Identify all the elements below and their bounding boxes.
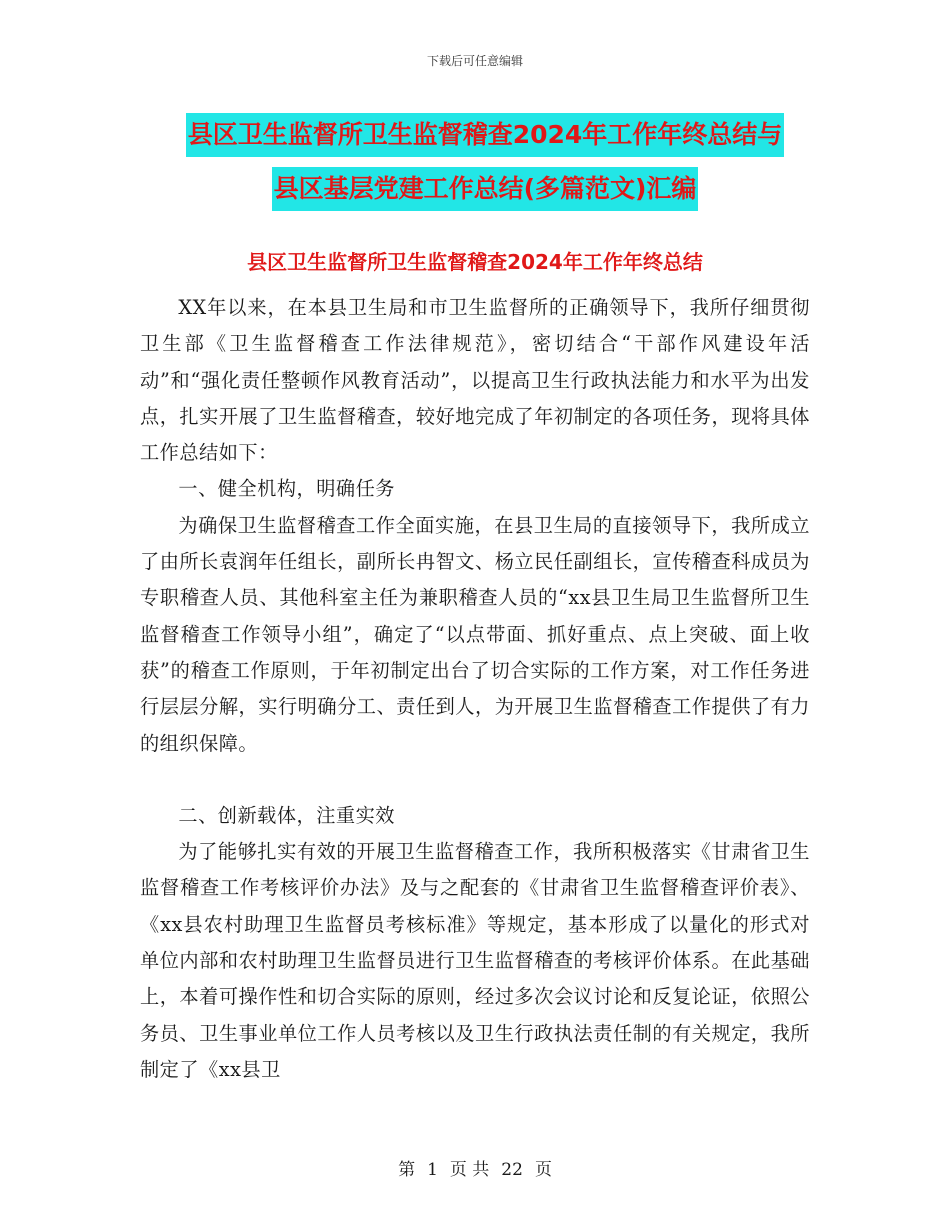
page-footer <box>0 1155 950 1180</box>
page-total: 22 <box>501 1160 523 1180</box>
heading-one: 一、健全机构，明确任务 <box>178 477 395 501</box>
page-number: 1 <box>427 1160 438 1180</box>
document-title-line-1: 县区卫生监督所卫生监督稽查2024年工作年终总结与 <box>186 113 785 157</box>
document-body <box>140 290 810 1088</box>
header-note: 下载后可任意编辑 <box>426 54 523 68</box>
footer-suffix: 页 <box>534 1160 552 1180</box>
document-title-line-2: 县区基层党建工作总结(多篇范文)汇编 <box>272 167 699 211</box>
footer-mid: 页 共 <box>449 1160 490 1180</box>
paragraph-intro: XX年以来，在本县卫生局和市卫生监督所的正确领导下，我所仔细贯彻卫生部《卫生监督稽查工作法律规范》，密切结合“干部作风建设年活动”和“强化责任整顿作风教育活动”，以提高卫生行政执法能力和水平为出发点，扎实开展了卫生监督稽查，较好地完成了年初制定的各项任务，现将具体工作总结如下： <box>140 296 810 465</box>
heading-two: 二、创新载体，注重实效 <box>178 803 395 827</box>
footer-prefix: 第 <box>398 1160 416 1180</box>
document-title <box>140 108 830 216</box>
paragraph-two: 为了能够扎实有效的开展卫生监督稽查工作，我所积极落实《甘肃省卫生监督稽查工作考核评价办法》及与之配套的《甘肃省卫生监督稽查评价表》、《xx县农村助理卫生监督员考核标准》等规定，基本形成了以量化的形式对单位内部和农村助理卫生监督员进行卫生监督稽查的考核评价体系。在此基础上，本着可操作性和切合实际的原则，经过多次会议讨论和反复论证，依照公务员、卫生事业单位工作人员考核以及卫生行政执法责任制的有关规定，我所制定了《xx县卫 <box>140 840 810 1081</box>
paragraph-one: 为确保卫生监督稽查工作全面实施，在县卫生局的直接领导下，我所成立了由所长袁润年任组长，副所长冉智文、杨立民任副组长，宣传稽查科成员为专职稽查人员、其他科室主任为兼职稽查人员的“xx县卫生局卫生监督所卫生监督稽查工作领导小组”，确定了“以点带面、抓好重点、点上突破、面上收获”的稽查工作原则，于年初制定出台了切合实际的工作方案，对工作任务进行层层分解，实行明确分工、责任到人，为开展卫生监督稽查工作提供了有力的组织保障。 <box>140 513 810 755</box>
section-title: 县区卫生监督所卫生监督稽查2024年工作年终总结 <box>247 250 703 274</box>
